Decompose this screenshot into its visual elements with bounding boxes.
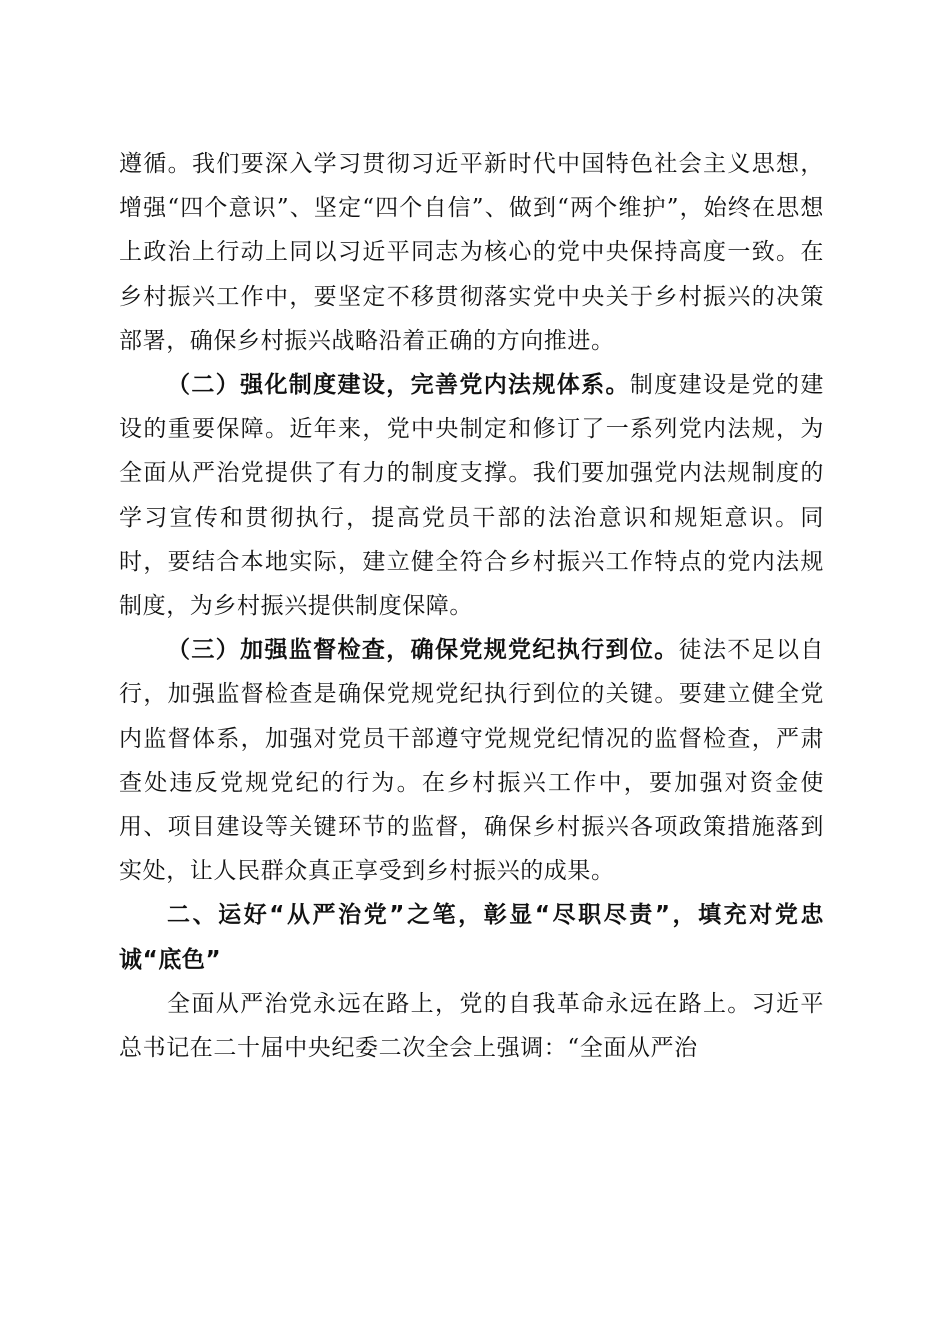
paragraph-supervision-body: 徒法不足以自行，加强监督检查是确保党规党纪执行到位的关键。要建立健全党内监督体系，加强对党员干部遵守党规党纪情况的监督检查，严肃查处违反党规党纪的行为。在乡村振兴工作中，要加强对资金使用、项目建设等关键环节的监督，确保乡村振兴各项政策措施落到实处，让人民群众真正享受到乡村振兴的成果。	[119, 637, 824, 885]
paragraph-continuation: 遵循。我们要深入学习贯彻习近平新时代中国特色社会主义思想，增强“四个意识”、坚定“四个自信”、做到“两个维护”，始终在思想上政治上行动上同以习近平同志为核心的党中央保持高度一致。在乡村振兴工作中，要坚定不移贯彻落实党中央关于乡村振兴的决策部署，确保乡村振兴战略沿着正确的方向推进。	[119, 151, 824, 354]
paragraph-institution-building	[119, 363, 824, 628]
paragraph-self-revolution: 全面从严治党永远在路上，党的自我革命永远在路上。习近平总书记在二十届中央纪委二次全会上强调：“全面从严治	[119, 990, 824, 1062]
section-heading-strict-governance: 二、运好“从严治党”之笔，彰显“尽职尽责”，填充对党忠诚“底色”	[119, 902, 824, 973]
subheading-supervision: （三）加强监督检查，确保党规党纪执行到位。	[167, 636, 679, 664]
subheading-institution-building: （二）强化制度建设，完善党内法规体系。	[167, 371, 630, 399]
paragraph-institution-building-body: 制度建设是党的建设的重要保障。近年来，党中央制定和修订了一系列党内法规，为全面从严治党提供了有力的制度支撑。我们要加强党内法规制度的学习宣传和贯彻执行，提高党员干部的法治意识和规矩意识。同时，要结合本地实际，建立健全符合乡村振兴工作特点的党内法规制度，为乡村振兴提供制度保障。	[119, 372, 824, 620]
paragraph-supervision	[119, 628, 824, 893]
document-body	[119, 142, 824, 1070]
